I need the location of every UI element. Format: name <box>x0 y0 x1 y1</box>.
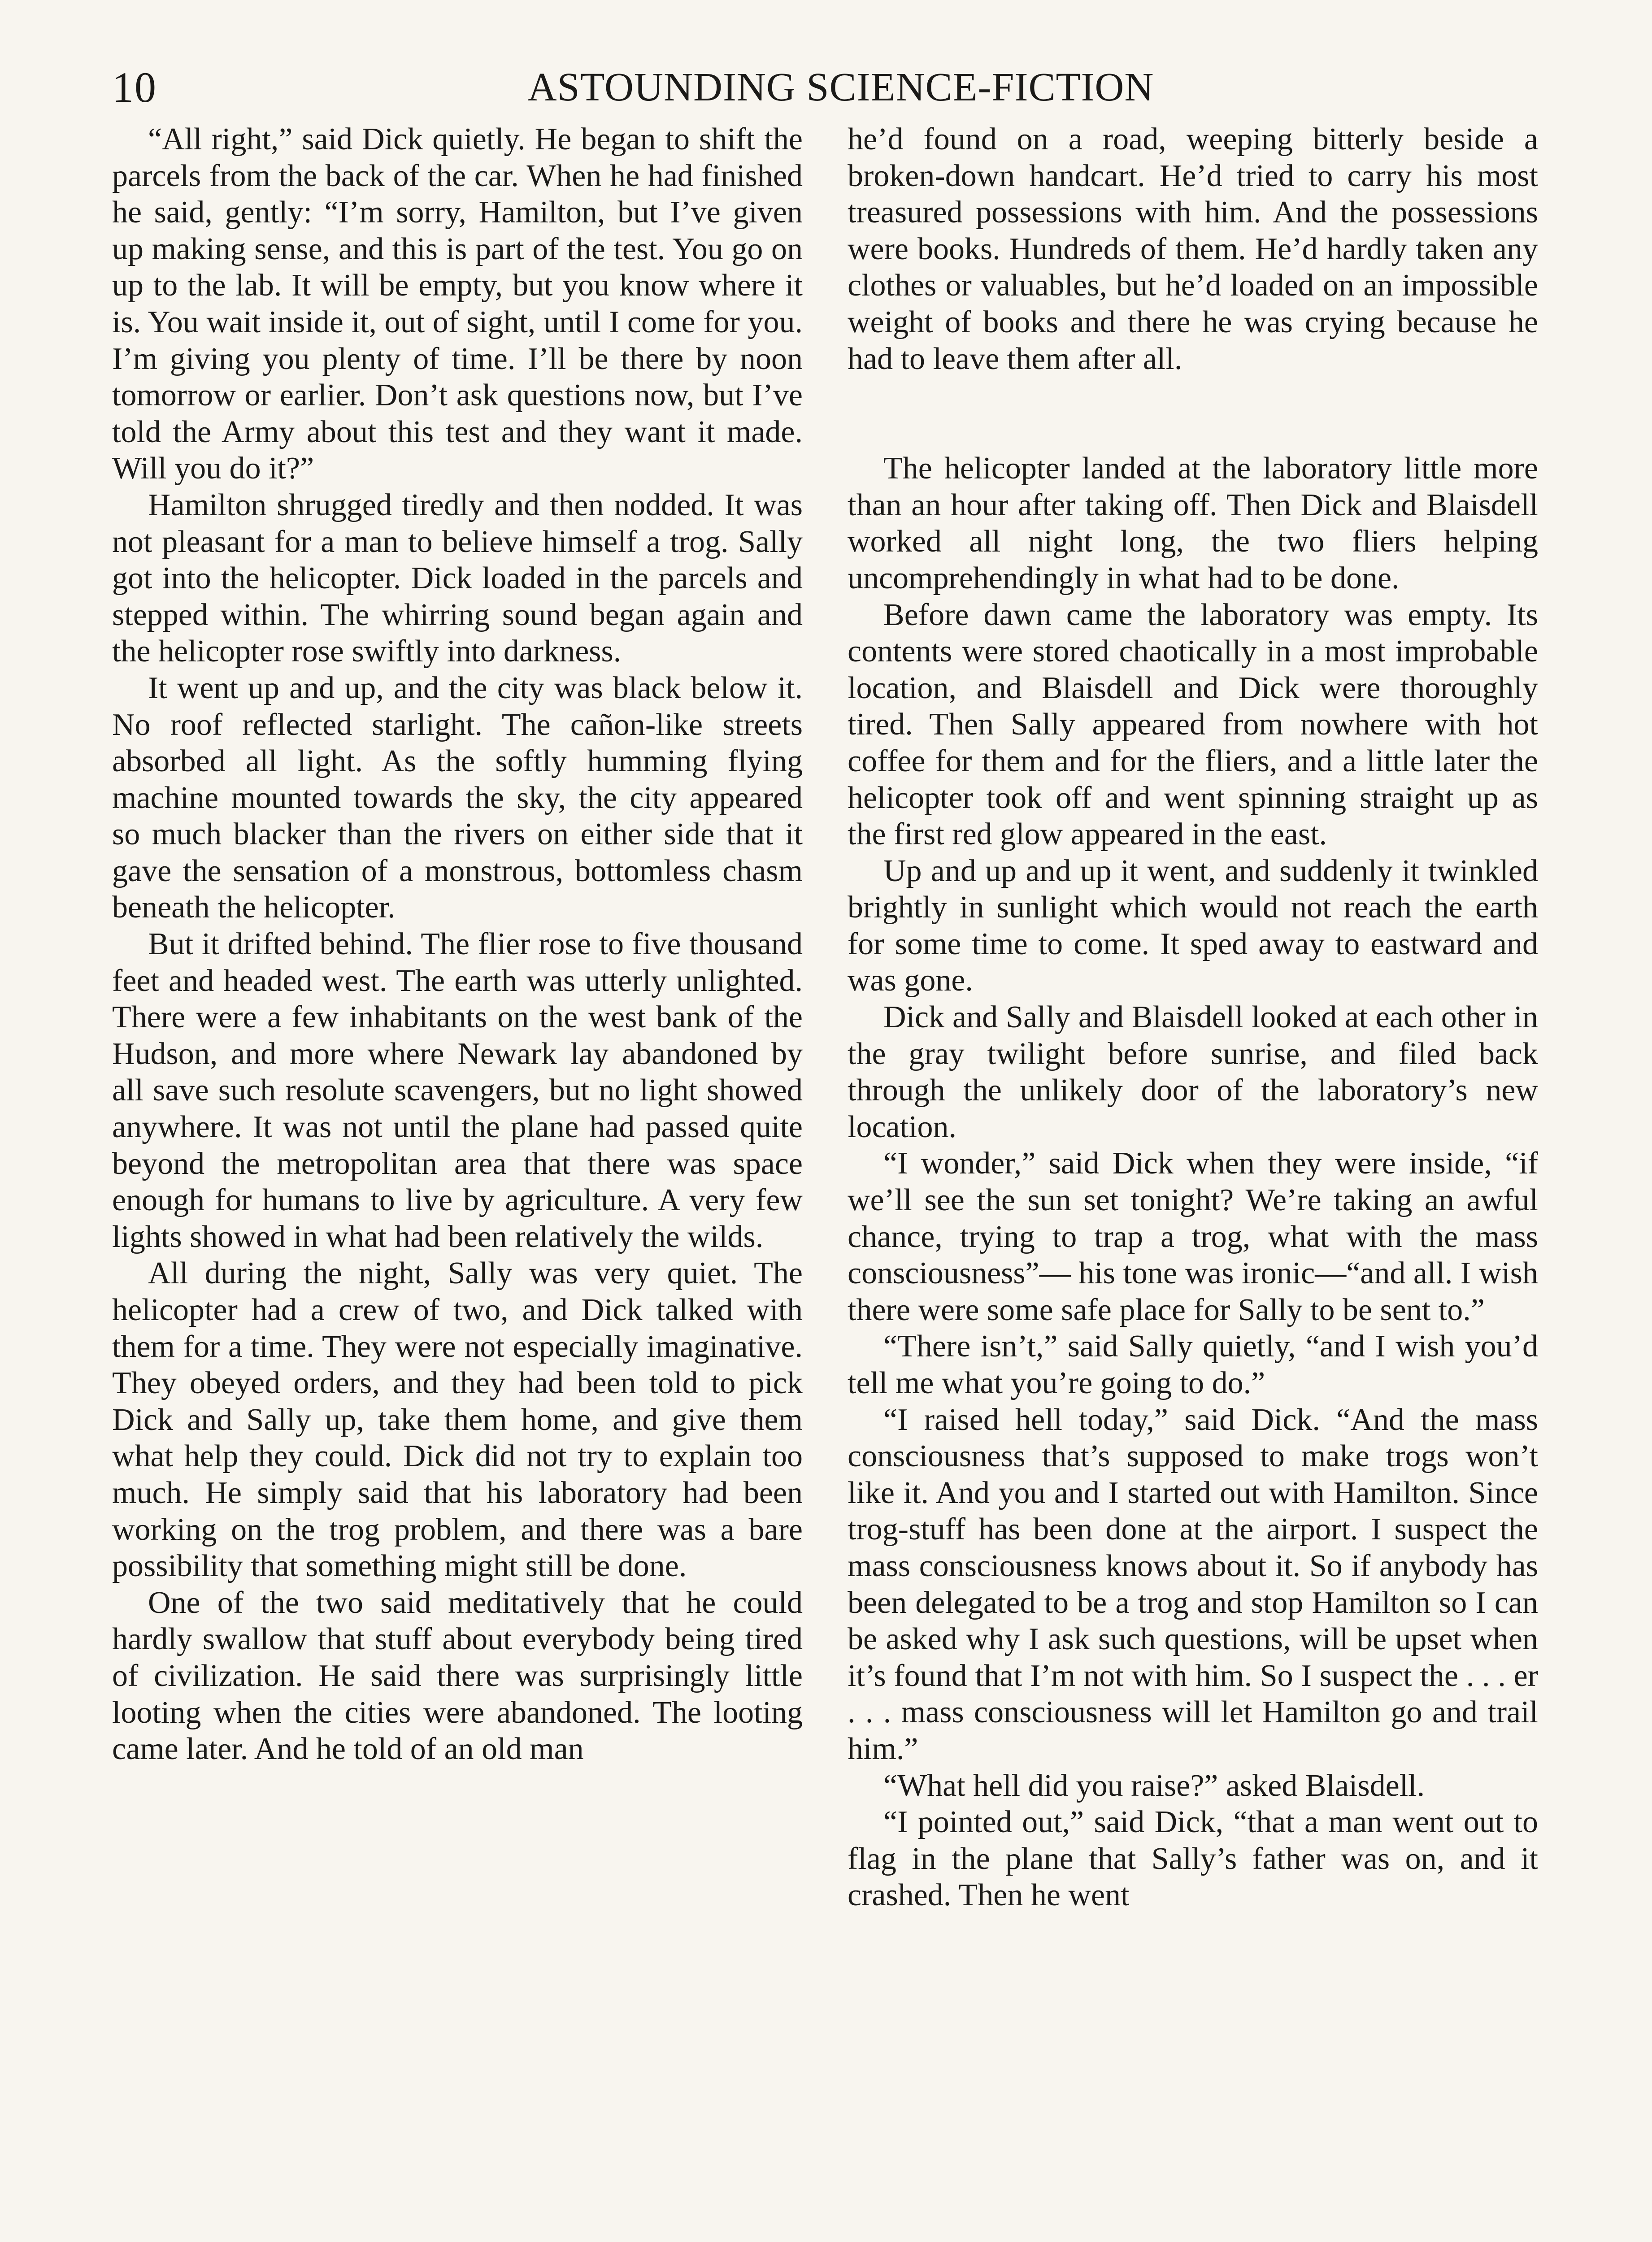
paragraph: “I raised hell today,” said Dick. “And the mass consciousness that’s supposed to make trogs won’t like it. And you and I started out with Hamilton. Since trog-stuff has been done at the airport. I suspect the mass consciousness knows about it. So if anybody has been delegated to be a trog and stop Hamilton so I can be asked why I ask such questions, will be upset when it’s found that I’m not with him. So I suspect the . . . er . . . mass consciousness will let Hamilton go and trail him.” <box>848 1402 1538 1766</box>
running-head <box>112 58 1569 117</box>
paragraph: “There isn’t,” said Sally quietly, “and I wish you’d tell me what you’re going to do.” <box>848 1329 1538 1400</box>
paragraph: Up and up and up it went, and suddenly it twinkled brightly in sunlight which would not reach the earth for some time to come. It sped away to eastward and was gone. <box>848 853 1538 998</box>
paragraph: But it drifted behind. The flier rose to five thousand feet and headed west. The earth was utterly unlighted. There were a few inhabitants on the west bank of the Hudson, and more where Newark lay abandoned by all save such resolute scavengers, but no light showed anywhere. It was not until the plane had passed quite beyond the metropolitan area that there was space enough for humans to live by agriculture. A very few lights showed in what had been relatively the wilds. <box>112 927 803 1254</box>
left-column <box>112 121 803 2238</box>
right-column <box>848 121 1538 2238</box>
page-number: 10 <box>112 63 157 111</box>
paragraph: “I pointed out,” said Dick, “that a man went out to flag in the plane that Sally’s father was on, and it crashed. Then he went <box>848 1805 1538 1913</box>
paragraph: Dick and Sally and Blaisdell looked at each other in the gray twilight before sunrise, and filed back through the unlikely door of the laboratory’s new location. <box>848 1000 1538 1144</box>
paragraph: Hamilton shrugged tiredly and then nodded. It was not pleasant for a man to believe himself a trog. Sally got into the helicopter. Dick loaded in the parcels and stepped within. The whirring sound began again and the helicopter rose swiftly into darkness. <box>112 487 803 669</box>
paragraph: “What hell did you raise?” asked Blaisdell. <box>883 1768 1425 1803</box>
paragraph: One of the two said meditatively that he could hardly swallow that stuff about everybody being tired of civilization. He said there was surprisingly little looting when the cities were abandoned. The looting came later. And he told of an old man <box>112 1585 803 1767</box>
paragraph: Before dawn came the laboratory was empty. Its contents were stored chaotically in a most improbable location, and Blaisdell and Dick were thoroughly tired. Then Sally appeared from nowhere with hot coffee for them and for the fliers, and a little later the helicopter took off and went spinning straight up as the first red glow appeared in the east. <box>848 597 1538 852</box>
paragraph: All during the night, Sally was very quiet. The helicopter had a crew of two, and Dick talked with them for a time. They were not especially imaginative. They obeyed orders, and they had been told to pick Dick and Sally up, take them home, and give them what help they could. Dick did not try to explain too much. He simply said that his laboratory had been working on the trog problem, and there was a bare possibility that something might still be done. <box>112 1256 803 1584</box>
paragraph: “All right,” said Dick quietly. He began to shift the parcels from the back of the car. When he had finished he said, gently: “I’m sorry, Hamilton, but I’ve given up making sense, and this is part of the test. You go on up to the lab. It will be empty, but you know where it is. You wait inside it, out of sight, until I come for you. I’m giving you plenty of time. I’ll be there by noon tomorrow or earlier. Don’t ask questions now, but I’ve told the Army about this test and they want it made. Will you do it?” <box>112 122 803 486</box>
paragraph: “I wonder,” said Dick when they were inside, “if we’ll see the sun set tonight? We’re taking an awful chance, trying to trap a trog, what with the mass consciousness”— his tone was ironic—“and all. I wish there were some safe place for Sally to be sent to.” <box>848 1146 1538 1327</box>
page-title: ASTOUNDING SCIENCE-FICTION <box>527 65 1154 109</box>
paragraph: The helicopter landed at the laboratory little more than an hour after taking off. Then Dick and Blaisdell worked all night long, the two fliers helping uncomprehendingly in what had to be done. <box>848 451 1538 595</box>
paragraph: It went up and up, and the city was black below it. No roof reflected starlight. The cañon-like streets absorbed all light. As the softly humming flying machine mounted towards the sky, the city appeared so much blacker than the rivers on either side that it gave the sensation of a monstrous, bottomless chasm beneath the helicopter. <box>112 670 803 925</box>
paragraph: he’d found on a road, weeping bitterly beside a broken-down handcart. He’d tried to carry his most treasured possessions with him. And the possessions were books. Hundreds of them. He’d hardly taken any clothes or valuables, but he’d loaded on an impossible weight of books and there he was crying because he had to leave them after all. <box>848 122 1538 376</box>
